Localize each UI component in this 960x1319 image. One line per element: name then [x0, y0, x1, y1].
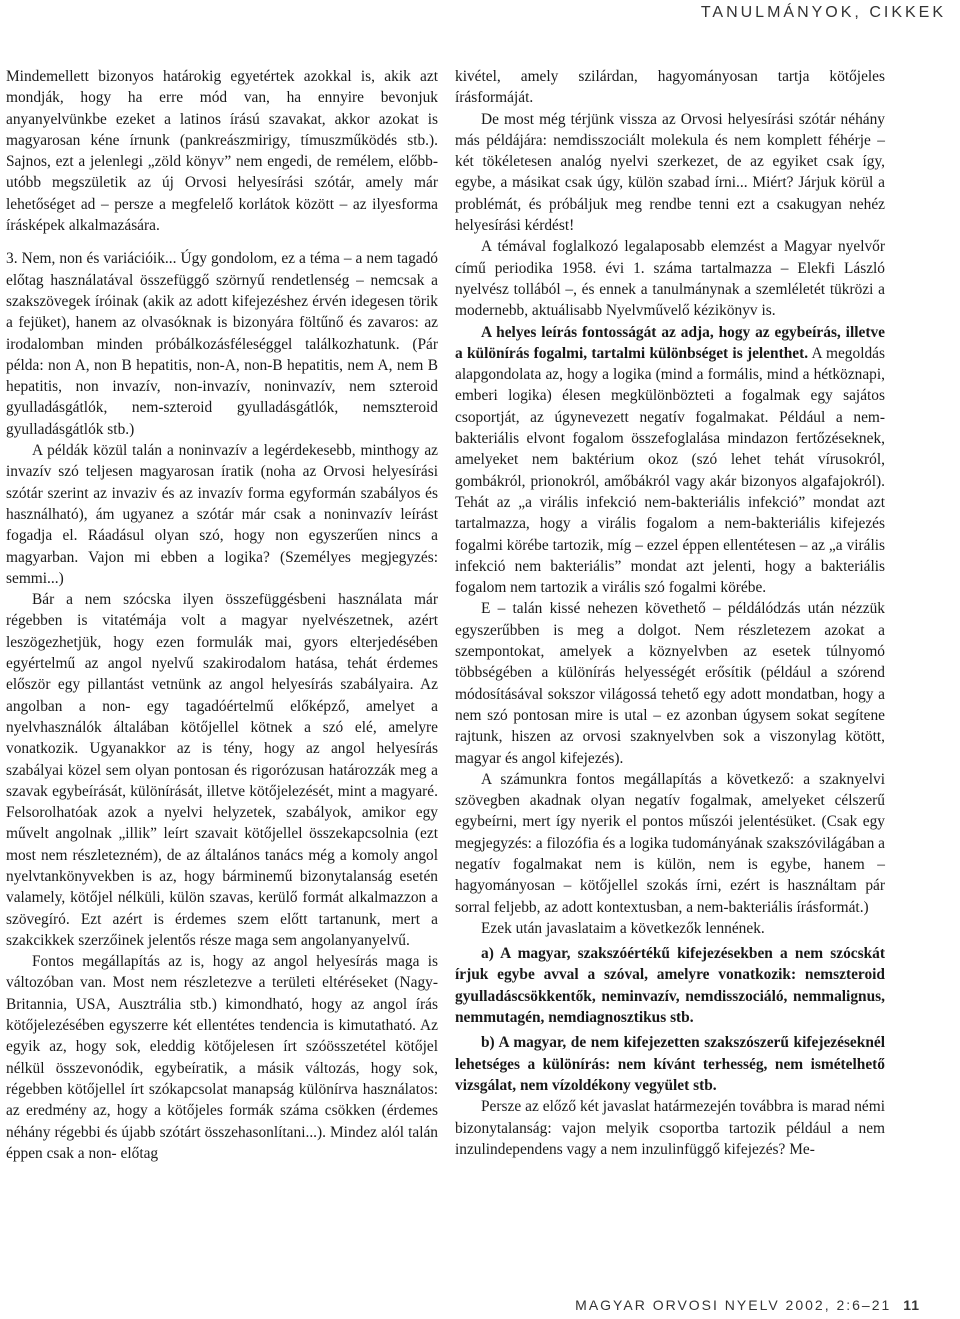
paragraph: A számunkra fontos megállapítás a következő: a szaknyelvi szövegben akadnak olyan negatív fogalmak, amelyeket célszerű egybeírni, mert így nyerik el pontos műszói jelentésüket. (Csak egy megjegyzés: a filozófia és a logika tudományának szakszóvilágában a negatív fogalmakat nem is külön, nem is egybe, hanem – hagyományosan – kötőjellel szokás írni, ezért is használtam pár sorral feljebb, az adott kontextusban, a nem-bakteriális írásformát.)	[455, 770, 885, 916]
paragraph: E – talán kissé nehezen követhető – példálódzás után nézzük egyszerűbben is meg a dolgot. Nem részletezem azokat a szempontokat, amelyek a köznyelvben az esetek túlnyomó többségében a különírás helyességét erősítik (például a szórend módosításával sokszor világossá tehető egy adott mondatban, hogy a nem szó pontosan mire is utal – ez azonban úgysem sokat segítene rajtunk, hiszen az orvosi szaknyelvben sok a viszonylag kötött, magyar és angol kifejezés).	[455, 600, 885, 767]
paragraph: Bár a nem szócska ilyen összefüggésbeni használata már régebben is vitatémája volt a magyar nyelvészetnek, azért leszögezhetjük, hogy ezen formulák mai, gyors elterjedésében egyértelmű az angol nyelvű szakirodalom hatása, tehát érdemes először egy pillantást vetnünk az angol helyesírás szabályaira. Az angolban a non- egy tagadóértelmű előképző, amelyet a nyelvhasználók általában kötőjellel kötnek a szó elé, amelyre vonatkozik. Ugyanakkor az is tény, hogy az angol helyesírás szabályai közel sem olyan pontosan és rigorózusan határozzák meg a szavak egybeírását, különírását, illetve kötőjelezését, mint a magyaré. Felsorolhatóak azok a nyelvi helyzetek, szabályok, amikor egy művelt angolnak „illik” leírt szavait kötőjellel összekapcsolnia (ezt most nem részletezném), de az általános tanács még a komoly angol nyelvtankönyvekben is az, hogy bárminemű bizonytalanság esetén valamely, kötőjel nélküli, külön szavas, kerülő formát alkalmazzon a szövegíró. Ezt azért is érdemes szem előtt tartanunk, mert a szakcikkek szerzőinek jelentős része maga sem angolanyanyelvű.	[6, 591, 438, 949]
paragraph: Persze az előző két javaslat határmezején továbbra is marad némi bizonytalanság: vajon melyik csoportba tartozik például a nem inzulindependens vagy a nem inzulinfüggő kifejezés? Me-	[455, 1098, 885, 1158]
paragraph: kivétel, amely szilárdan, hagyományosan tartja kötőjeles írásformáját.	[455, 68, 885, 107]
proposal-a: a) A magyar, szakszóértékű kifejezésekben a nem szócskát írjuk egybe avval a szóval, amelyre vonatkozik: nemszteroid gyulladáscsökkentők, neminvazív, nemdisszociáló, nemmalignus, nemmutagén, nemdiagnosztikus stb.	[455, 945, 885, 1027]
right-column	[455, 66, 885, 1160]
key-statement: A helyes leírás fontosságát az adja, hogy az egybeírás, illetve a különírás fogalmi, tartalmi különbséget is jelenthet.	[455, 323, 885, 362]
paragraph-text: A megoldás alapgondolata az, hogy a logika (mind a formális, mind a hétköznapi, emberi logika) élesen megkülönbözteti a fogalmak egy sajátos csoportját, az úgynevezett negatív fogalmakat. Például a nem-bakteriális elvont fogalom összefoglalása mindazon fertőzéseknek, amelyeket nem baktérium okoz (szó lehet tehát vírusokról, gombákról, prionokról, amőbákról vagy akár bizonyos algafajokról). Tehát az „a virális infekció nem-bakteriális infekció” mondat azt tartalmazza, hogy a virális fogalom a nem-bakteriális kifejezés fogalmi körébe tartozik, míg – ezzel éppen ellentétesen – az „a virális infekció nem bakteriális” mondat azt jelenti, hogy a bakteriális fogalom nem tartozik a virális szó fogalmi körébe.	[455, 344, 885, 597]
paragraph-key-statement	[455, 322, 885, 599]
paragraph: Mindemellett bizonyos határokig egyetértek azokkal is, akik azt mondják, hogy ha erre mód van, ha ennyire bevonjuk anyanyelvünkbe ezeket a latinos írású szavakat, akkor azokat is magyarosan kéne írnunk (pankreászmirigy, tímuszműködés stb.). Sajnos, ezt a jelenlegi „zöld könyv” nem engedi, de remélem, előbb-utóbb megszületik az új Orvosi helyesírási szótár, amely már lehetőséget ad – persze a megfelelő korlátok között – az ilyesforma írásképek alkalmazására.	[6, 68, 438, 235]
paragraph: A példák közül talán a noninvazív a legérdekesebb, minthogy az invazív szó teljesen magyarosan íratik (noha az Orvosi helyesírási szótár szerint az invaziv és az invazív forma egyformán szabályos és használható), ám ugyanez a szótár már csak a noninvazív leírást fogadja el. Ráadásul olyan szó, hogy non egyszerűen nincs a magyarban. Vajon mi ebben a logika? (Személyes megjegyzés: semmi...)	[6, 442, 438, 587]
paragraph: A témával foglalkozó legalaposabb elemzést a Magyar nyelvőr című periodika 1958. évi 1. száma tartalmazza – Elekfi László nyelvész tollából –, és ennek a tanulmánynak a szemléletét tükrözi a modernebb, aktuálisabb Nyelvművelő kézikönyv is.	[455, 238, 885, 320]
section-3-heading-paragraph: 3. Nem, non és variációik... Úgy gondolom, ez a téma – a nem tagadó előtag használatával összefüggő szörnyű rendetlenség – nemcsak a szakszövegek íróinak (akik az adott kifejezéshez érvén idegesen törik a fejüket), hanem az olvasóknak is bizonyára föltűnő és zavaros: az irodalomban minden próbálkozásféleséggel találkozhatunk. (Pár példa: non A, non B hepatitis, non-A, non-B hepatitis, nem A, nem B hepatitis, non invazív, non-invazív, noninvazív, nem szteroid gyulladásgátlók, nem-szteroid gyulladásgátlók, nemszteroid gyulladásgátlók stb.)	[6, 250, 438, 438]
paragraph: Ezek után javaslataim a következők lennének.	[481, 919, 765, 937]
paragraph: Fontos megállapítás az is, hogy az angol helyesírás maga is változóban van. Most nem részletezve a területi eltéréseket (Nagy-Britannia, USA, Ausztrália stb.) kimondható, hogy az angol írás kötőjelezésében egyszerre két ellentétes tendencia is kimutatható. Az egyik az, hogy sok, eleddig kötőjelesen írt szóösszetétel kötőjel nélkül összevonódik, egybeíratik, a másik változás, hogy sok, régebben kötőjellel írt szókapcsolat manapság különírva használatos: az eredmény az, hogy a kötőjeles formák száma csökken (érdemes néhány régebbi és újabb szótárt összehasonlítani...). Mindez alól talán éppen csak a non- előtag	[6, 953, 438, 1162]
left-column	[6, 66, 438, 1164]
page-footer	[575, 1297, 920, 1313]
page-number: 11	[903, 1297, 920, 1313]
paragraph: De most még térjünk vissza az Orvosi helyesírási szótár néhány más példájára: nemdisszociált molekula és nem komplett féhérje – két tökéletesen analóg nyelvi szerkezet, de az egyiket csak így, egybe, a másikat csak úgy, külön szabad írni... Miért? Járjuk körül a problémát, és próbáljuk meg rendbe tenni ezt a csakugyan nehéz helyesírási kérdést!	[455, 110, 885, 235]
journal-citation: MAGYAR ORVOSI NYELV 2002, 2:6–21	[575, 1297, 892, 1313]
proposal-b: b) A magyar, de nem kifejezetten szakszószerű kifejezéseknél lehetséges a különírás: nem kívánt terhesség, nem ismételhető vizsgálat, nem vízoldékony vegyület stb.	[455, 1034, 885, 1094]
section-header: TANULMÁNYOK, CIKKEK	[700, 4, 946, 21]
